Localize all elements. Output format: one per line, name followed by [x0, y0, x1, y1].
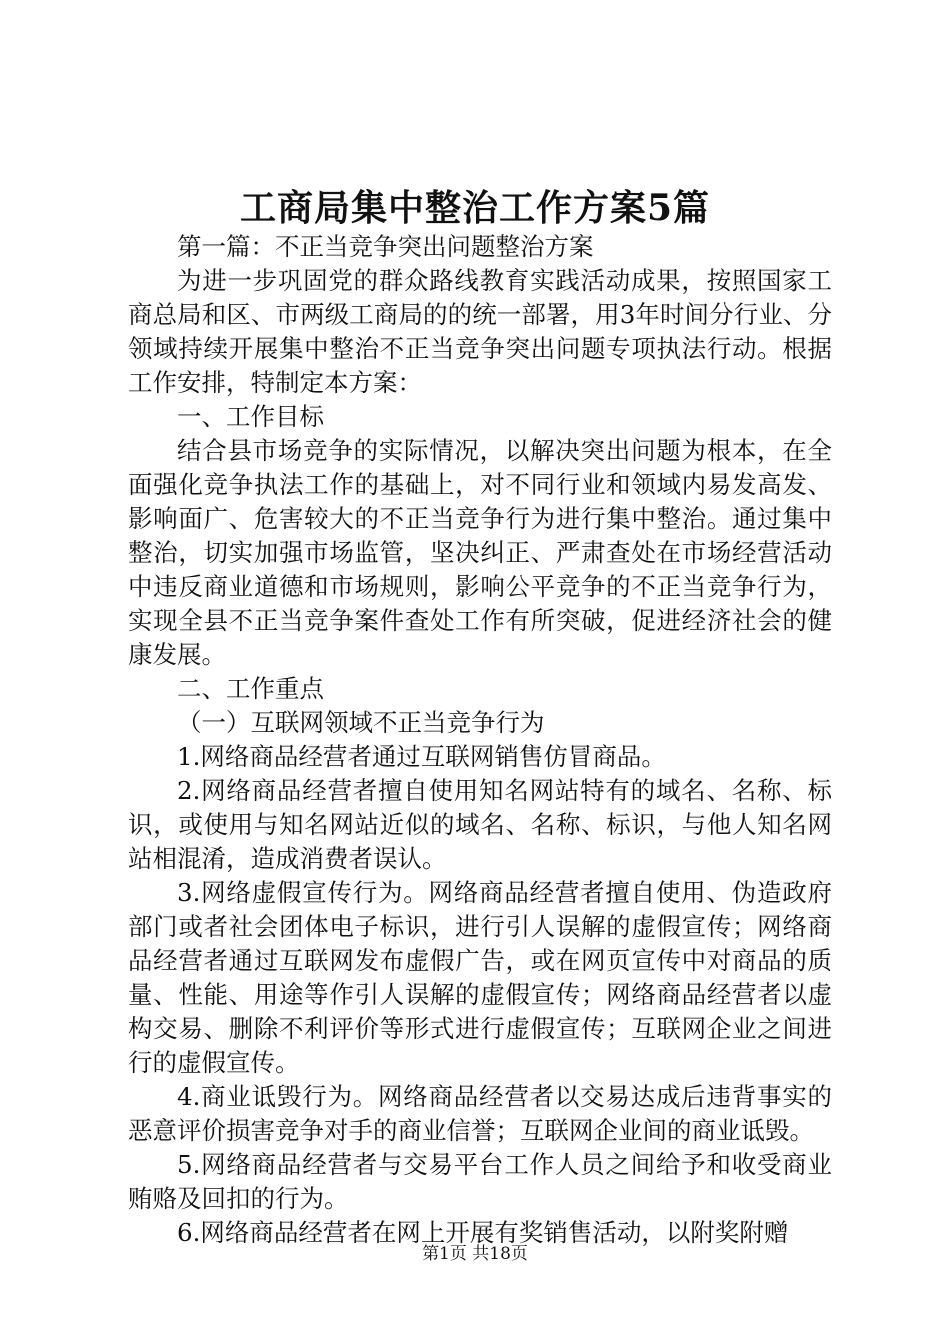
list-item: 2.网络商品经营者擅自使用知名网站特有的域名、名称、标识，或使用与知名网站近似的域名、名称、标识，与他人知名网站相混淆，造成消费者误认。 — [128, 776, 832, 873]
list-item: 3.网络虚假宣传行为。网络商品经营者擅自使用、伪造政府部门或者社会团体电子标识，进行引人误解的虚假宣传；网络商品经营者通过互联网发布虚假广告，或在网页宣传中对商品的质量、性能、用途等作引人误解的虚假宣传；网络商品经营者以虚构交易、删除不利评价等形式进行虚假宣传；互联网企业之间进行的虚假宣传。 — [128, 878, 832, 1077]
section-heading: 二、工作重点 — [177, 674, 324, 703]
section-heading: 第一篇：不正当竞争突出问题整治方案 — [177, 232, 594, 261]
subsection-heading: （一）互联网领域不正当竞争行为 — [177, 708, 545, 737]
list-item: 1.网络商品经营者通过互联网销售仿冒商品。 — [177, 742, 666, 771]
document-body — [128, 230, 832, 1250]
list-item: 4.商业诋毁行为。网络商品经营者以交易达成后违背事实的恶意评价损害竞争对手的商业信誉；互联网企业间的商业诋毁。 — [128, 1082, 832, 1145]
document-title: 工商局集中整治工作方案5篇 — [239, 187, 711, 229]
list-item: 6.网络商品经营者在网上开展有奖销售活动，以附奖附赠 — [177, 1218, 789, 1247]
paragraph: 为进一步巩固党的群众路线教育实践活动成果，按照国家工商总局和区、市两级工商局的的统一部署，用3年时间分行业、分领域持续开展集中整治不正当竞争突出问题专项执法行动。根据工作安排，特制定本方案： — [128, 266, 832, 397]
section-heading: 一、工作目标 — [177, 402, 324, 431]
page-footer: 第1页 共18页 — [422, 1244, 528, 1264]
paragraph: 结合县市场竞争的实际情况，以解决突出问题为根本，在全面强化竞争执法工作的基础上，对不同行业和领域内易发高发、影响面广、危害较大的不正当竞争行为进行集中整治。通过集中整治，切实加强市场监管，坚决纠正、严肃查处在市场经营活动中违反商业道德和市场规则，影响公平竞争的不正当竞争行为，实现全县不正当竞争案件查处工作有所突破，促进经济社会的健康发展。 — [128, 436, 832, 669]
list-item: 5.网络商品经营者与交易平台工作人员之间给予和收受商业贿赂及回扣的行为。 — [128, 1150, 832, 1213]
